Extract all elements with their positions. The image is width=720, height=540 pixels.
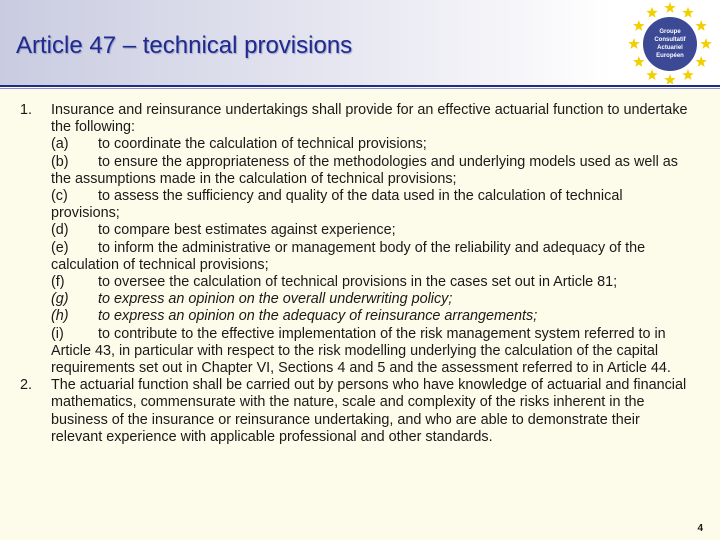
- logo-star: [664, 74, 675, 84]
- sub-item-label: (e): [51, 239, 69, 256]
- logo-line-3: Actuariel: [657, 45, 683, 51]
- sub-item-text: to inform the administrative or management body of the reliability and adequacy of the calculation of technical provisions;: [51, 239, 646, 273]
- logo-star: [633, 56, 644, 67]
- paragraph-text: [51, 102, 692, 377]
- logo-star: [628, 38, 639, 49]
- logo-star: [682, 69, 693, 80]
- logo-star: [664, 2, 675, 13]
- logo-line-4: Européen: [656, 53, 684, 59]
- logo-star: [682, 7, 693, 18]
- sub-item-text: to compare best estimates against experience;: [98, 222, 396, 239]
- sub-item-label: (h): [51, 308, 69, 325]
- page-number: 4: [697, 523, 703, 534]
- sub-item-label: (d): [51, 222, 69, 239]
- logo-star: [700, 38, 711, 49]
- sub-item-b: [51, 154, 692, 188]
- header-divider-thin: [0, 88, 720, 89]
- groupe-consultatif-logo: [622, 2, 718, 84]
- sub-item-text: to express an opinion on the adequacy of reinsurance arrangements;: [98, 308, 538, 325]
- article-body: [20, 102, 692, 446]
- header-band: [0, 0, 720, 85]
- sub-item-text: to oversee the calculation of technical provisions in the cases set out in Article 81;: [98, 274, 618, 291]
- sub-item-label: (c): [51, 188, 68, 205]
- sub-item-f: [51, 274, 692, 291]
- paragraph-2: [20, 377, 692, 446]
- logo-star: [695, 56, 706, 67]
- logo-star: [695, 20, 706, 31]
- sub-item-label: (g): [51, 291, 69, 308]
- sub-item-text: to coordinate the calculation of technical provisions;: [98, 136, 427, 153]
- sub-item-label: (a): [51, 136, 69, 153]
- logo-star: [646, 69, 657, 80]
- sub-item-text: to contribute to the effective implementation of the risk management system referred to in Article 43, in particular with respect to the risk modelling underlying the calculation of the capital requirements set out in Chapter VI, Sections 4 and 5 and the assessment referred to in Article 44.: [51, 325, 671, 377]
- sub-item-h: [51, 308, 692, 325]
- sub-item-text: to express an opinion on the overall underwriting policy;: [98, 291, 453, 308]
- paragraph-number: 1.: [20, 102, 33, 118]
- sub-item-text: to ensure the appropriateness of the methodologies and underlying models used as well as the assumptions made in the calculation of technical provisions;: [51, 153, 678, 187]
- sub-item-g: [51, 291, 692, 308]
- sub-item-label: (i): [51, 325, 64, 342]
- sub-item-label: (f): [51, 274, 65, 291]
- paragraph-intro: The actuarial function shall be carried out by persons who have knowledge of actuarial and financial mathematics, commensurate with the nature, scale and complexity of the risks inherent in the business of the insurance or reinsurance undertaking, and who are able to demonstrate their relevant experience with applicable professional and other standards.: [51, 377, 687, 445]
- sub-item-c: [51, 188, 692, 222]
- paragraph-text: [51, 377, 692, 446]
- paragraph-1: [20, 102, 692, 377]
- logo-line-2: Consultatif: [654, 37, 686, 43]
- sub-item-text: to assess the sufficiency and quality of the data used in the calculation of technical provisions;: [51, 188, 623, 222]
- sub-item-d: [51, 222, 692, 239]
- logo-star: [633, 20, 644, 31]
- logo-circle: [643, 17, 697, 71]
- logo-star: [646, 7, 657, 18]
- sub-item-a: [51, 136, 692, 153]
- paragraph-number: 2.: [20, 377, 33, 394]
- paragraph-intro: Insurance and reinsurance undertakings shall provide for an effective actuarial function to undertake the following:: [51, 102, 688, 136]
- header-divider: [0, 85, 720, 87]
- page-title: Article 47 – technical provisions: [16, 32, 353, 59]
- sub-item-i: [51, 326, 692, 378]
- sub-item-label: (b): [51, 153, 69, 170]
- sub-item-e: [51, 240, 692, 274]
- logo-line-1: Groupe: [659, 29, 681, 35]
